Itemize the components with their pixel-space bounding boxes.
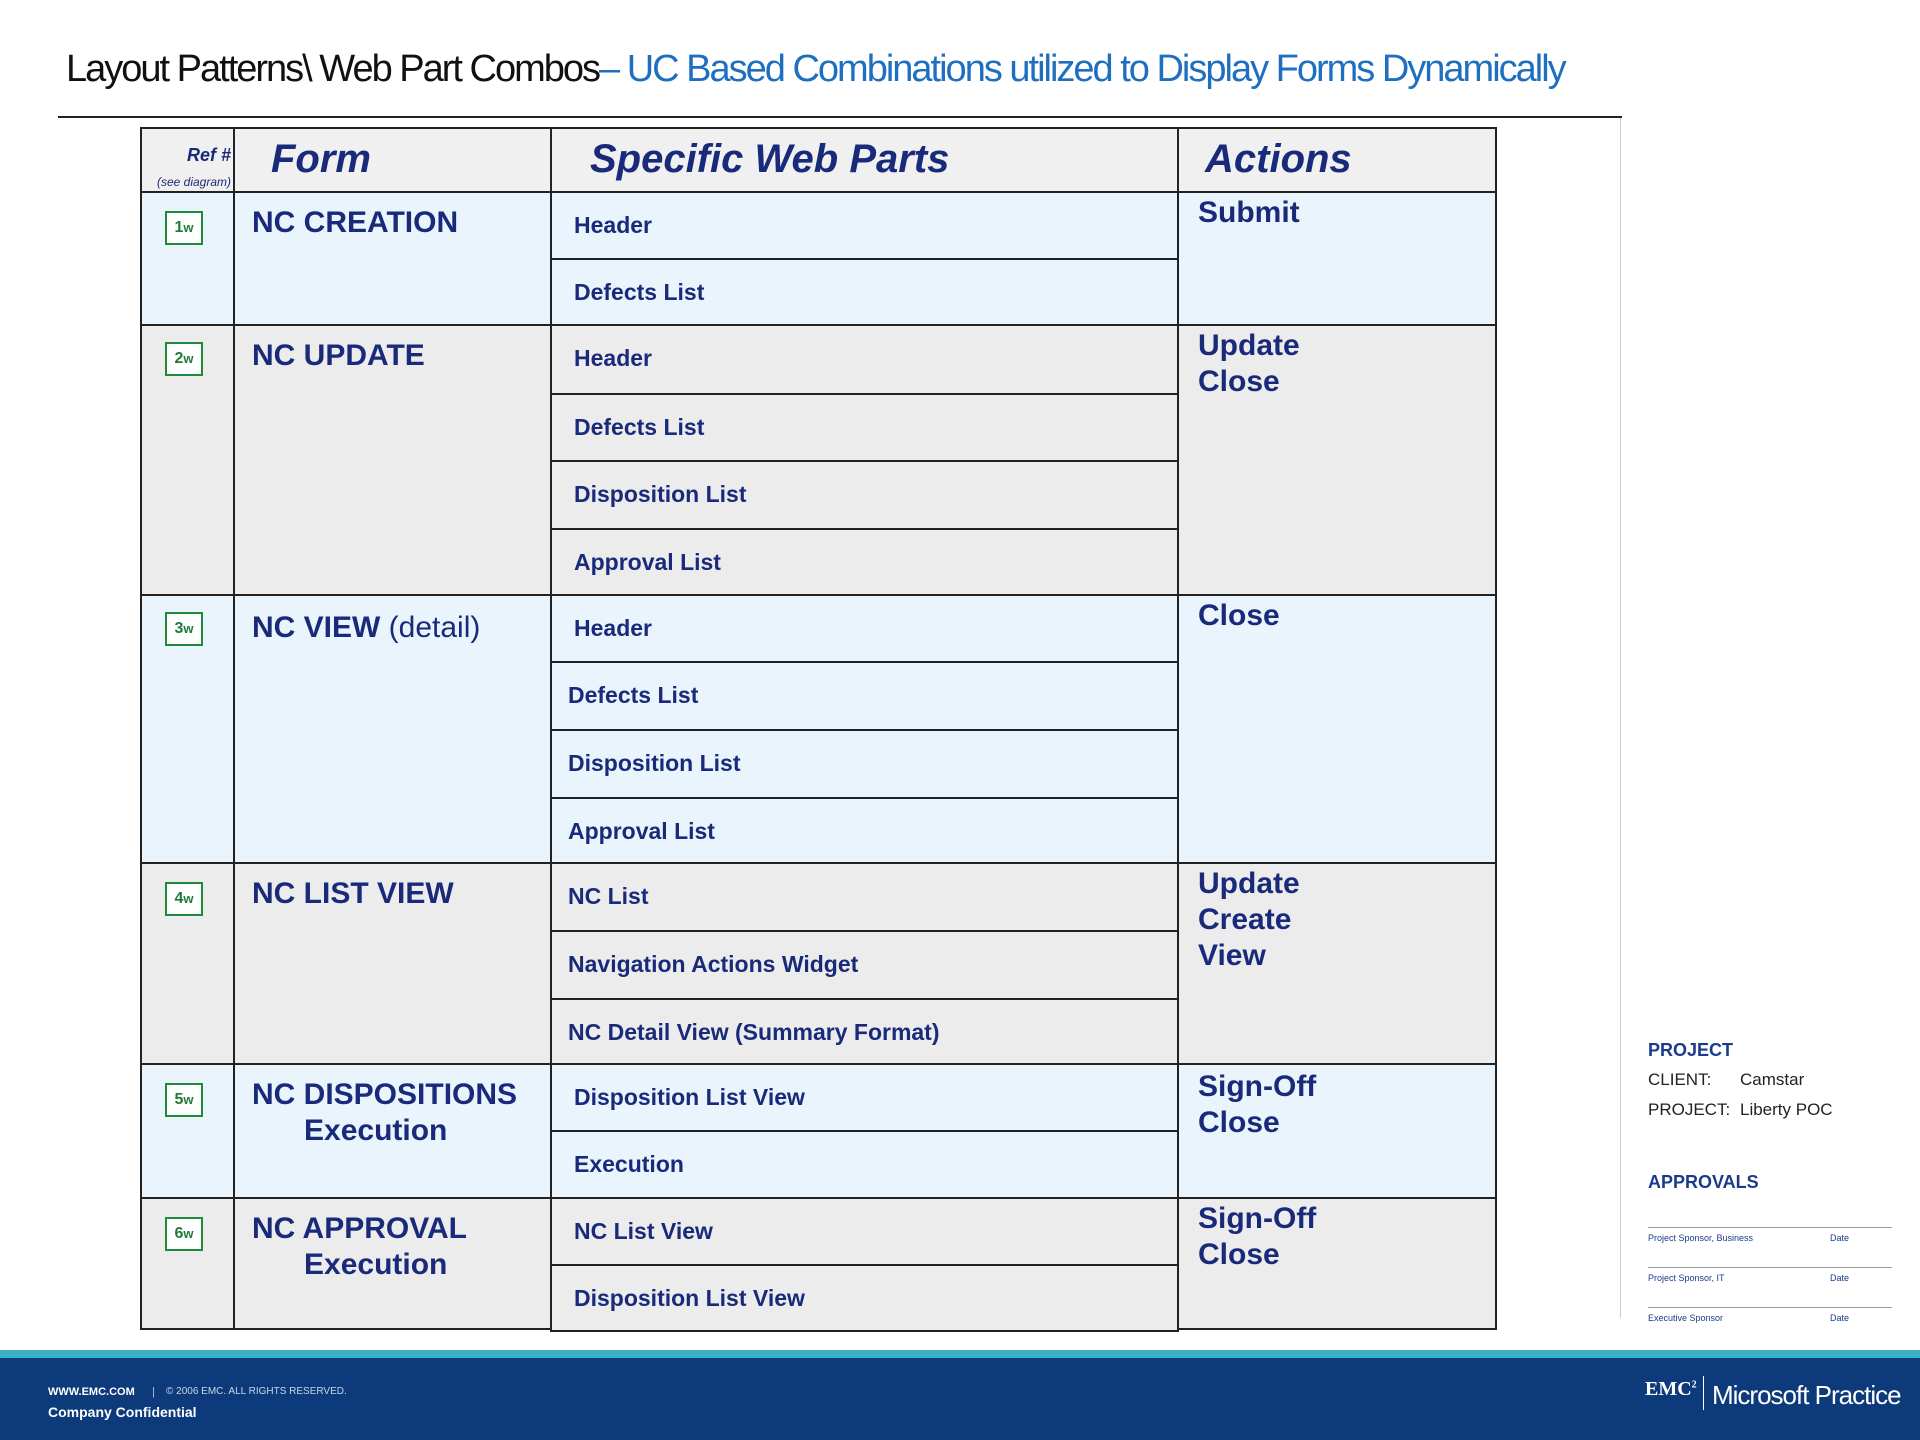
signature-label: Executive Sponsor xyxy=(1648,1313,1724,1323)
practice-logo-text: Microsoft Practice xyxy=(1712,1380,1901,1410)
web-part-label: Navigation Actions Widget xyxy=(568,951,859,977)
emc-logo xyxy=(1645,1378,1697,1401)
web-part-label: Defects List xyxy=(568,682,699,708)
web-part-label: Defects List xyxy=(574,414,705,440)
ref-badge-number: 1 xyxy=(174,219,184,236)
signature-line xyxy=(1648,1307,1892,1308)
ref-badge-suffix: w xyxy=(183,891,194,906)
approvals-heading: APPROVALS xyxy=(1648,1172,1759,1192)
action-item: View xyxy=(1198,939,1266,972)
ref-badge xyxy=(165,342,203,376)
form-name-main: NC CREATION xyxy=(252,206,459,239)
form-name-main: NC DISPOSITIONS xyxy=(252,1078,518,1111)
signature-date-label: Date xyxy=(1830,1273,1850,1283)
project-label: PROJECT: xyxy=(1648,1100,1731,1119)
action-item: Sign-Off xyxy=(1198,1070,1317,1103)
ref-badge-number: 6 xyxy=(174,1225,184,1242)
action-list xyxy=(1198,598,1280,634)
logo-divider xyxy=(1703,1376,1704,1410)
emc-logo-sup: 2 xyxy=(1691,1379,1697,1391)
action-item: Update xyxy=(1198,329,1300,362)
footer xyxy=(0,1358,1920,1440)
web-part-label: Disposition List View xyxy=(574,1084,805,1110)
form-name xyxy=(252,338,425,374)
actions-cell xyxy=(1177,594,1497,864)
ref-badge xyxy=(165,211,203,245)
title-main: Layout Patterns\ Web Part Combos xyxy=(66,48,600,90)
form-name xyxy=(252,610,480,646)
header-actions xyxy=(1177,127,1497,193)
ref-badge xyxy=(165,612,203,646)
header-ref-label: Ref # xyxy=(186,145,231,165)
signature-date-label: Date xyxy=(1830,1313,1850,1323)
ref-badge-suffix: w xyxy=(183,351,194,366)
emc-logo-text: EMC xyxy=(1645,1378,1692,1400)
ref-badge-suffix: w xyxy=(183,621,194,636)
form-name xyxy=(252,1211,467,1283)
web-part-label: Header xyxy=(574,345,652,371)
action-list xyxy=(1198,328,1300,400)
form-name xyxy=(252,1077,517,1149)
action-list xyxy=(1198,1069,1316,1141)
web-part-label: Header xyxy=(574,615,652,641)
action-item: Close xyxy=(1198,365,1280,398)
web-part-label: Execution xyxy=(574,1151,684,1177)
signature-label: Project Sponsor, Business xyxy=(1648,1233,1754,1243)
form-name-main: NC LIST VIEW xyxy=(252,877,454,910)
action-list xyxy=(1198,195,1300,231)
form-name-extra: (detail) xyxy=(380,611,481,644)
footer-stripe xyxy=(0,1350,1920,1358)
project-value: Liberty POC xyxy=(1740,1100,1833,1119)
web-part-label: Disposition List View xyxy=(574,1285,805,1311)
signature-date-label: Date xyxy=(1830,1233,1850,1243)
form-name-sub: Execution xyxy=(304,1248,448,1281)
web-part-label: Approval List xyxy=(574,549,721,575)
form-name-main: NC VIEW xyxy=(252,611,381,644)
page-title xyxy=(66,48,1565,91)
web-part-label: Defects List xyxy=(574,279,705,305)
footer-url: WWW.EMC.COM xyxy=(48,1386,135,1398)
ref-badge-suffix: w xyxy=(183,220,194,235)
action-item: Create xyxy=(1198,903,1292,936)
web-part-label: Approval List xyxy=(568,818,715,844)
form-name-main: NC APPROVAL xyxy=(252,1212,468,1245)
action-item: Update xyxy=(1198,867,1300,900)
action-item: Close xyxy=(1198,1238,1280,1271)
ref-badge xyxy=(165,1217,203,1251)
signature-label: Project Sponsor, IT xyxy=(1648,1273,1725,1283)
signature-line xyxy=(1648,1227,1892,1228)
action-item: Submit xyxy=(1198,196,1300,229)
web-part-label: Header xyxy=(574,212,652,238)
ref-badge xyxy=(165,1083,203,1117)
action-list xyxy=(1198,1201,1316,1273)
title-sub: – UC Based Combinations utilized to Display Forms Dynamically xyxy=(599,48,1565,90)
form-name-sub: Execution xyxy=(304,1114,448,1147)
header-actions-label: Actions xyxy=(1205,137,1352,181)
action-item: Sign-Off xyxy=(1198,1202,1317,1235)
ref-badge xyxy=(165,882,203,916)
ref-badge-suffix: w xyxy=(183,1226,194,1241)
web-part-label: NC List View xyxy=(574,1218,713,1244)
footer-copyright: © 2006 EMC. ALL RIGHTS RESERVED. xyxy=(166,1386,347,1397)
header-form-label: Form xyxy=(271,137,371,181)
form-name xyxy=(252,876,454,912)
web-part-label: NC Detail View (Summary Format) xyxy=(568,1019,940,1045)
form-name xyxy=(252,205,458,241)
ref-badge-suffix: w xyxy=(183,1092,194,1107)
client-value: Camstar xyxy=(1740,1070,1805,1089)
ref-badge-number: 2 xyxy=(174,350,184,367)
header-parts-label: Specific Web Parts xyxy=(590,137,950,181)
web-part-label: Disposition List xyxy=(574,481,747,507)
client-label: CLIENT: xyxy=(1648,1070,1712,1089)
header-ref-sublabel: (see diagram) xyxy=(156,175,231,189)
ref-badge-number: 3 xyxy=(174,620,184,637)
signature-line xyxy=(1648,1267,1892,1268)
web-part-label: Disposition List xyxy=(568,750,741,776)
ref-badge-number: 5 xyxy=(174,1091,184,1108)
header-parts xyxy=(550,127,1179,193)
form-name-main: NC UPDATE xyxy=(252,339,425,372)
action-item: Close xyxy=(1198,1106,1280,1139)
title-divider xyxy=(58,116,1622,118)
action-list xyxy=(1198,866,1300,974)
footer-separator: | xyxy=(152,1386,155,1398)
footer-confidential: Company Confidential xyxy=(48,1404,197,1420)
web-part-label: NC List xyxy=(568,883,649,909)
side-divider xyxy=(1620,118,1621,1318)
ref-badge-number: 4 xyxy=(174,890,184,907)
header-ref xyxy=(140,127,235,193)
project-heading: PROJECT xyxy=(1648,1040,1734,1060)
action-item: Close xyxy=(1198,599,1280,632)
header-form xyxy=(233,127,552,193)
